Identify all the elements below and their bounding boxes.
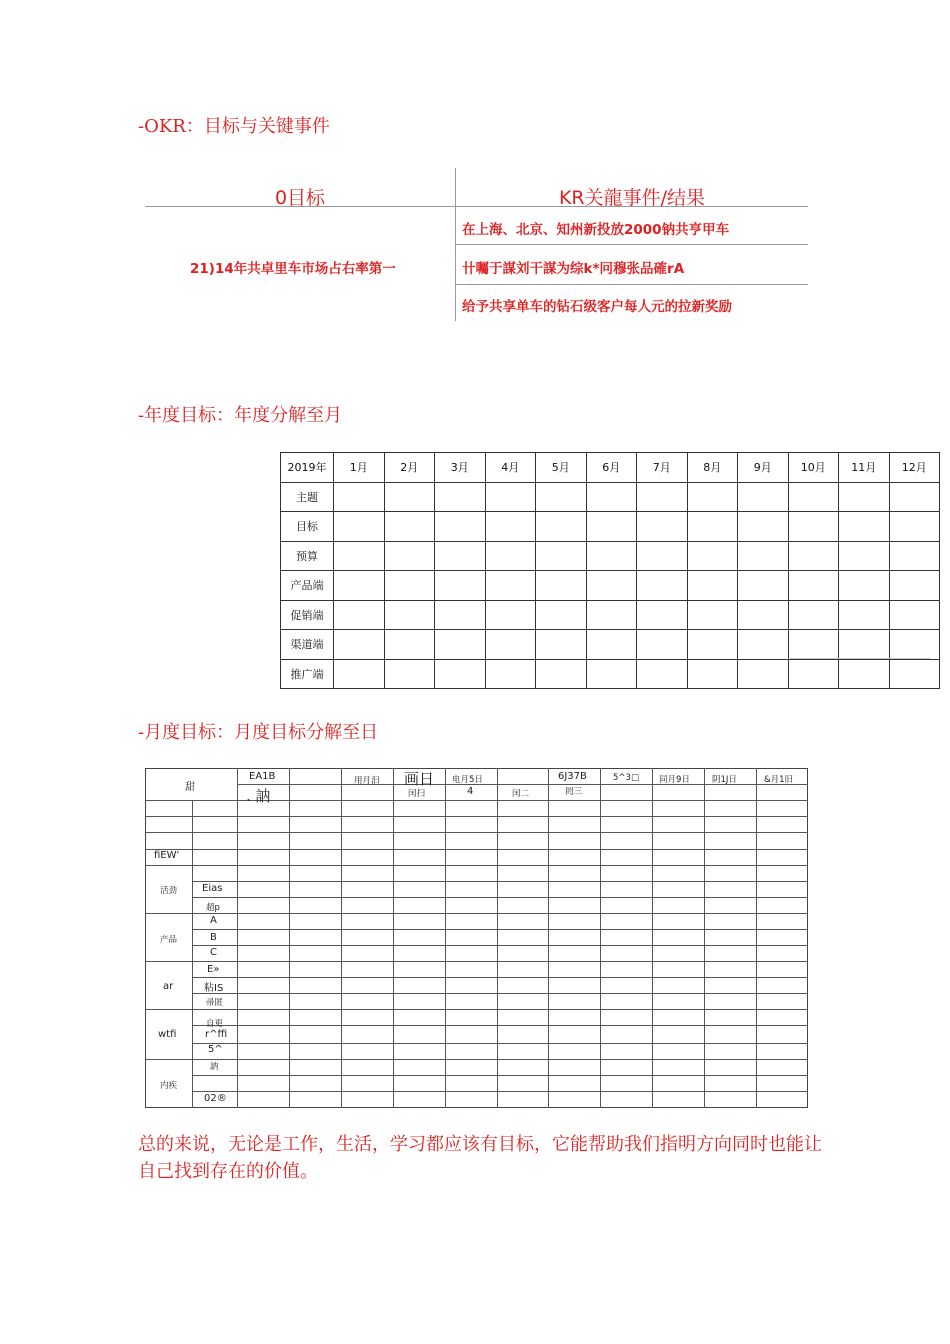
grid-row-label: A <box>210 915 217 926</box>
grid-header-label: &月1旧 <box>764 775 794 785</box>
annual-row <box>281 571 940 601</box>
grid-header-label: 4 <box>467 786 474 797</box>
grid-row-label: 活劲 <box>160 886 178 896</box>
grid-vline <box>497 768 498 1108</box>
grid-header-label: 5^3□ <box>613 773 639 783</box>
grid-vline <box>289 768 290 1108</box>
month-header: 8月 <box>687 453 738 483</box>
annual-plan-table <box>280 452 940 689</box>
grid-row-label: 粘IS <box>204 983 224 994</box>
okr-key-result: 给予共享单车的钻石级客户每人元的拉新奖励 <box>462 299 732 315</box>
grid-header-label: 闰扫 <box>408 789 426 799</box>
okr-key-result: 在上海、北京、知州新投放2000钠共亨甲车 <box>462 222 730 238</box>
grid-hline <box>145 832 808 833</box>
grid-row-label: 02® <box>204 1093 227 1104</box>
grid-hline <box>192 881 808 882</box>
grid-hline <box>192 1025 808 1026</box>
grid-row-label: 訥 <box>210 1062 219 1072</box>
grid-header-label: . 訥 <box>246 787 271 805</box>
month-header: 10月 <box>788 453 839 483</box>
annual-row-label: 主题 <box>281 482 334 512</box>
grid-hline <box>145 800 808 801</box>
month-header: 3月 <box>435 453 486 483</box>
annual-corner-cell: 2019年 <box>281 453 334 483</box>
grid-header-label: 甜 <box>185 782 195 793</box>
annual-row-label: 预算 <box>281 541 334 571</box>
okr-key-result: 卄囑于謀刘干謀为综k*冋穆张品確rA <box>462 261 685 277</box>
annual-row-label: 渠道端 <box>281 630 334 660</box>
grid-vline <box>756 768 757 1108</box>
annual-row <box>281 600 940 630</box>
grid-row-label: Eias <box>202 883 223 894</box>
grid-vline <box>652 768 653 1108</box>
grid-row-label: 自更 <box>206 1019 224 1029</box>
monthly-heading: -月度目标：月度目标分解至日 <box>138 722 379 743</box>
grid-vline <box>704 768 705 1108</box>
grid-hline <box>145 816 808 817</box>
grid-hline <box>145 865 808 866</box>
annual-row-label: 促销端 <box>281 600 334 630</box>
month-header: 5月 <box>536 453 587 483</box>
grid-hline <box>192 945 808 946</box>
okr-row-rule <box>456 244 808 245</box>
grid-hline <box>192 897 808 898</box>
grid-row-label: r^ffi <box>205 1029 228 1040</box>
month-header: 11月 <box>839 453 890 483</box>
grid-row-label: E» <box>207 964 220 975</box>
month-header: 1月 <box>334 453 385 483</box>
grid-header-label: 同月9日 <box>659 775 690 785</box>
grid-hline <box>192 977 808 978</box>
annual-row-label: 推广端 <box>281 659 334 689</box>
grid-hline <box>145 961 808 962</box>
grid-hline <box>192 1075 808 1076</box>
grid-row-label: 帚匿 <box>206 998 224 1008</box>
grid-hline <box>192 993 808 994</box>
grid-header-label: 罔三 <box>565 787 583 797</box>
faint-scan-line <box>790 658 930 659</box>
grid-vline <box>192 800 193 1108</box>
grid-header-label: 闰二 <box>512 789 530 799</box>
month-header: 2月 <box>384 453 435 483</box>
grid-header-label: EA1B <box>249 771 276 782</box>
grid-header-label: 阴1J日 <box>712 775 737 785</box>
grid-vline <box>393 768 394 1108</box>
month-header: 6月 <box>586 453 637 483</box>
okr-objective: 21)14年共卓里车市场占右率第一 <box>190 261 396 277</box>
okr-kr-header: KR关龍事件/结果 <box>558 187 706 209</box>
grid-header-label: 画日 <box>404 770 435 788</box>
annual-row <box>281 482 940 512</box>
grid-row-label: 超p <box>206 903 220 913</box>
grid-hline <box>192 1043 808 1044</box>
grid-header-label: 电月5日 <box>452 775 483 785</box>
month-header: 9月 <box>738 453 789 483</box>
grid-header-label: 用月汩 <box>354 776 380 786</box>
month-header: 4月 <box>485 453 536 483</box>
grid-vline <box>341 768 342 1108</box>
okr-objective-header: 0目标 <box>274 187 326 209</box>
month-header: 12月 <box>889 453 940 483</box>
grid-row-label: 5^ <box>208 1044 223 1055</box>
annual-row <box>281 630 940 660</box>
annual-row-label: 目标 <box>281 512 334 542</box>
grid-hline <box>192 1091 808 1092</box>
grid-row-label: C <box>210 947 217 958</box>
annual-row <box>281 541 940 571</box>
grid-vline <box>548 768 549 1108</box>
grid-row-label: 产品 <box>160 935 178 945</box>
grid-row-label: B <box>210 932 217 943</box>
okr-row-rule <box>456 284 808 285</box>
grid-row-label: 内疾 <box>160 1081 178 1091</box>
grid-hline <box>145 913 808 914</box>
daily-plan-grid <box>145 768 808 1108</box>
grid-vline <box>237 768 238 1108</box>
grid-hline <box>192 929 808 930</box>
grid-row-label: fiEW' <box>154 850 180 861</box>
annual-header-row <box>281 453 940 483</box>
grid-vline <box>600 768 601 1108</box>
annual-heading: -年度目标：年度分解至月 <box>138 405 343 426</box>
grid-hline <box>145 1059 808 1060</box>
annual-row <box>281 512 940 542</box>
grid-row-label: ar <box>163 981 174 992</box>
grid-hline <box>145 849 808 850</box>
okr-heading: -OKR：目标与关键事件 <box>138 116 330 137</box>
annual-row <box>281 659 940 689</box>
grid-row-label: wtfi <box>158 1029 177 1040</box>
summary-paragraph: 总的来说，无论是工作，生活，学习都应该有目标，它能帮助我们指明方向同时也能让自己找到存在的价值。 <box>138 1134 822 1182</box>
annual-row-label: 产品端 <box>281 571 334 601</box>
month-header: 7月 <box>637 453 688 483</box>
grid-vline <box>445 768 446 1108</box>
grid-header-label: 6J37B <box>558 771 587 782</box>
grid-hline <box>145 1009 808 1010</box>
